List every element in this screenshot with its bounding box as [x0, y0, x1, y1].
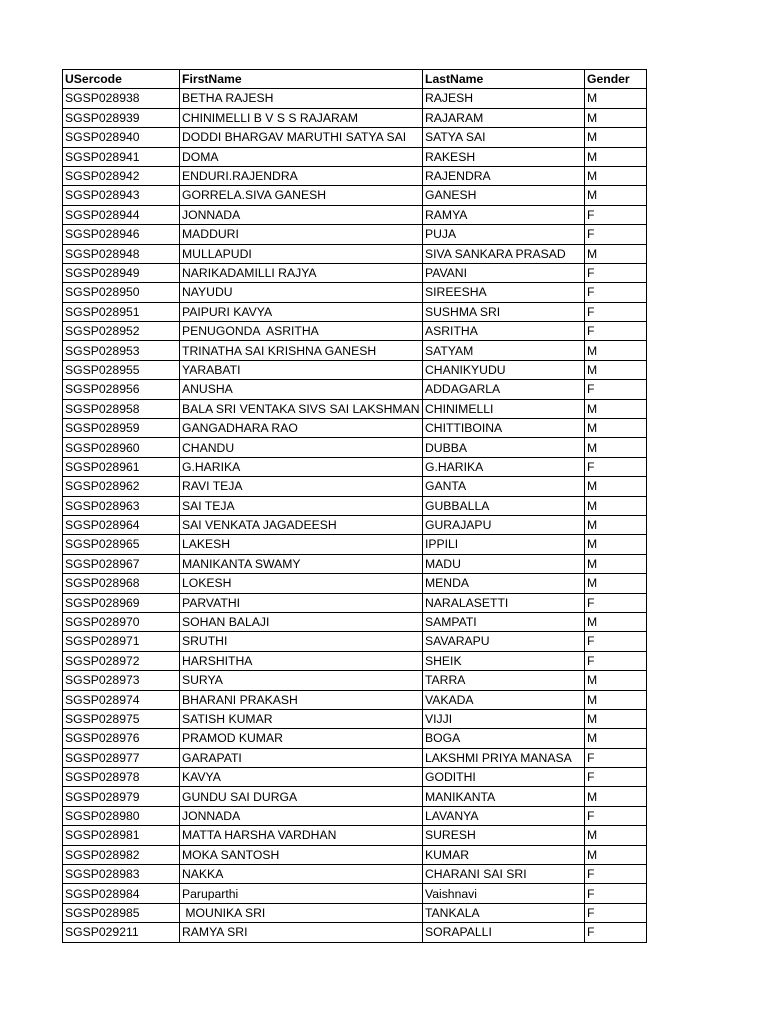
cell-usercode: SGSP028970: [63, 612, 180, 631]
cell-usercode: SGSP028977: [63, 748, 180, 767]
table-row: [63, 380, 647, 399]
cell-firstname: G.HARIKA: [180, 457, 423, 476]
cell-gender: M: [585, 787, 647, 806]
cell-lastname: NARALASETTI: [423, 593, 585, 612]
cell-gender: M: [585, 612, 647, 631]
cell-gender: F: [585, 225, 647, 244]
cell-usercode: SGSP028979: [63, 787, 180, 806]
cell-usercode: SGSP028981: [63, 826, 180, 845]
cell-lastname: SHEIK: [423, 651, 585, 670]
table-row: [63, 845, 647, 864]
table-row: [63, 729, 647, 748]
cell-usercode: SGSP028971: [63, 632, 180, 651]
cell-firstname: SAI VENKATA JAGADEESH: [180, 515, 423, 534]
cell-usercode: SGSP028974: [63, 690, 180, 709]
cell-lastname: GUBBALLA: [423, 496, 585, 515]
cell-firstname: MANIKANTA SWAMY: [180, 554, 423, 573]
cell-firstname: Paruparthi: [180, 884, 423, 903]
cell-usercode: SGSP028976: [63, 729, 180, 748]
header-gender: Gender: [585, 70, 647, 89]
cell-lastname: SATYAM: [423, 341, 585, 360]
cell-firstname: PENUGONDA ASRITHA: [180, 322, 423, 341]
cell-usercode: SGSP028968: [63, 574, 180, 593]
cell-gender: M: [585, 108, 647, 127]
cell-lastname: LAKSHMI PRIYA MANASA: [423, 748, 585, 767]
cell-lastname: MADU: [423, 554, 585, 573]
cell-gender: M: [585, 244, 647, 263]
cell-gender: M: [585, 554, 647, 573]
cell-gender: M: [585, 128, 647, 147]
cell-firstname: BALA SRI VENTAKA SIVS SAI LAKSHMAN: [180, 399, 423, 418]
cell-firstname: RAVI TEJA: [180, 477, 423, 496]
cell-usercode: SGSP028943: [63, 186, 180, 205]
cell-lastname: RAJARAM: [423, 108, 585, 127]
cell-lastname: SUSHMA SRI: [423, 302, 585, 321]
cell-gender: F: [585, 380, 647, 399]
table-row: [63, 128, 647, 147]
cell-gender: F: [585, 263, 647, 282]
cell-usercode: SGSP028973: [63, 671, 180, 690]
table-row: [63, 302, 647, 321]
header-firstname: FirstName: [180, 70, 423, 89]
cell-gender: M: [585, 186, 647, 205]
table-row: [63, 322, 647, 341]
cell-usercode: SGSP028946: [63, 225, 180, 244]
table-row: [63, 574, 647, 593]
cell-firstname: DODDI BHARGAV MARUTHI SATYA SAI: [180, 128, 423, 147]
cell-firstname: ANUSHA: [180, 380, 423, 399]
cell-lastname: ADDAGARLA: [423, 380, 585, 399]
header-usercode: USercode: [63, 70, 180, 89]
cell-gender: M: [585, 341, 647, 360]
cell-firstname: MOUNIKA SRI: [180, 903, 423, 922]
table-row: [63, 419, 647, 438]
table-header: [63, 70, 647, 89]
cell-usercode: SGSP028959: [63, 419, 180, 438]
table-row: [63, 89, 647, 108]
cell-firstname: RAMYA SRI: [180, 923, 423, 942]
table-row: [63, 147, 647, 166]
cell-gender: M: [585, 89, 647, 108]
cell-lastname: SIREESHA: [423, 283, 585, 302]
cell-lastname: BOGA: [423, 729, 585, 748]
cell-usercode: SGSP028978: [63, 768, 180, 787]
cell-firstname: SATISH KUMAR: [180, 709, 423, 728]
cell-firstname: GANGADHARA RAO: [180, 419, 423, 438]
cell-usercode: SGSP028972: [63, 651, 180, 670]
cell-lastname: SURESH: [423, 826, 585, 845]
cell-gender: M: [585, 166, 647, 185]
cell-lastname: MENDA: [423, 574, 585, 593]
cell-gender: M: [585, 535, 647, 554]
cell-gender: M: [585, 574, 647, 593]
cell-firstname: CHINIMELLI B V S S RAJARAM: [180, 108, 423, 127]
cell-gender: F: [585, 322, 647, 341]
cell-gender: F: [585, 302, 647, 321]
cell-firstname: MATTA HARSHA VARDHAN: [180, 826, 423, 845]
table-row: [63, 806, 647, 825]
cell-usercode: SGSP028942: [63, 166, 180, 185]
cell-gender: F: [585, 806, 647, 825]
table-row: [63, 748, 647, 767]
cell-lastname: DUBBA: [423, 438, 585, 457]
cell-lastname: GANTA: [423, 477, 585, 496]
table-row: [63, 244, 647, 263]
cell-firstname: SRUTHI: [180, 632, 423, 651]
cell-firstname: KAVYA: [180, 768, 423, 787]
cell-lastname: SORAPALLI: [423, 923, 585, 942]
cell-usercode: SGSP028944: [63, 205, 180, 224]
cell-usercode: SGSP028967: [63, 554, 180, 573]
table-row: [63, 903, 647, 922]
cell-firstname: DOMA: [180, 147, 423, 166]
cell-firstname: SURYA: [180, 671, 423, 690]
cell-firstname: NAKKA: [180, 865, 423, 884]
table-row: [63, 515, 647, 534]
cell-usercode: SGSP028983: [63, 865, 180, 884]
cell-usercode: SGSP028985: [63, 903, 180, 922]
cell-lastname: IPPILI: [423, 535, 585, 554]
table-row: [63, 768, 647, 787]
cell-lastname: TARRA: [423, 671, 585, 690]
cell-lastname: GURAJAPU: [423, 515, 585, 534]
cell-lastname: SAMPATI: [423, 612, 585, 631]
cell-firstname: GARAPATI: [180, 748, 423, 767]
table-row: [63, 709, 647, 728]
table-row: [63, 612, 647, 631]
cell-lastname: CHINIMELLI: [423, 399, 585, 418]
table-row: [63, 205, 647, 224]
cell-firstname: CHANDU: [180, 438, 423, 457]
cell-firstname: GUNDU SAI DURGA: [180, 787, 423, 806]
cell-gender: F: [585, 457, 647, 476]
cell-firstname: SAI TEJA: [180, 496, 423, 515]
cell-usercode: SGSP028980: [63, 806, 180, 825]
table-row: [63, 263, 647, 282]
cell-usercode: SGSP028984: [63, 884, 180, 903]
cell-gender: F: [585, 768, 647, 787]
cell-firstname: NARIKADAMILLI RAJYA: [180, 263, 423, 282]
cell-gender: M: [585, 419, 647, 438]
cell-firstname: LAKESH: [180, 535, 423, 554]
cell-gender: M: [585, 438, 647, 457]
table-row: [63, 360, 647, 379]
cell-lastname: MANIKANTA: [423, 787, 585, 806]
cell-firstname: BETHA RAJESH: [180, 89, 423, 108]
cell-lastname: CHITTIBOINA: [423, 419, 585, 438]
cell-gender: M: [585, 729, 647, 748]
cell-usercode: SGSP028962: [63, 477, 180, 496]
cell-gender: F: [585, 884, 647, 903]
cell-lastname: PUJA: [423, 225, 585, 244]
cell-firstname: BHARANI PRAKASH: [180, 690, 423, 709]
cell-lastname: GANESH: [423, 186, 585, 205]
cell-usercode: SGSP028961: [63, 457, 180, 476]
cell-usercode: SGSP028950: [63, 283, 180, 302]
cell-usercode: SGSP028969: [63, 593, 180, 612]
table-row: [63, 535, 647, 554]
cell-firstname: JONNADA: [180, 205, 423, 224]
cell-usercode: SGSP028982: [63, 845, 180, 864]
cell-firstname: ENDURI.RAJENDRA: [180, 166, 423, 185]
cell-gender: F: [585, 283, 647, 302]
cell-firstname: MOKA SANTOSH: [180, 845, 423, 864]
cell-lastname: SAVARAPU: [423, 632, 585, 651]
cell-lastname: RAKESH: [423, 147, 585, 166]
cell-usercode: SGSP028949: [63, 263, 180, 282]
cell-gender: F: [585, 632, 647, 651]
table-row: [63, 865, 647, 884]
cell-lastname: G.HARIKA: [423, 457, 585, 476]
cell-gender: M: [585, 360, 647, 379]
cell-gender: F: [585, 923, 647, 942]
table-row: [63, 186, 647, 205]
cell-usercode: SGSP028939: [63, 108, 180, 127]
cell-gender: M: [585, 477, 647, 496]
table-row: [63, 884, 647, 903]
table-row: [63, 438, 647, 457]
table-body: [63, 89, 647, 942]
table-row: [63, 826, 647, 845]
cell-usercode: SGSP028963: [63, 496, 180, 515]
table-row: [63, 108, 647, 127]
cell-lastname: KUMAR: [423, 845, 585, 864]
cell-lastname: SATYA SAI: [423, 128, 585, 147]
cell-lastname: RAJENDRA: [423, 166, 585, 185]
table-row: [63, 477, 647, 496]
table-row: [63, 554, 647, 573]
cell-gender: M: [585, 709, 647, 728]
table-row: [63, 671, 647, 690]
cell-usercode: SGSP028975: [63, 709, 180, 728]
cell-usercode: SGSP028965: [63, 535, 180, 554]
table-row: [63, 166, 647, 185]
cell-usercode: SGSP029211: [63, 923, 180, 942]
cell-firstname: YARABATI: [180, 360, 423, 379]
cell-usercode: SGSP028956: [63, 380, 180, 399]
cell-lastname: CHANIKYUDU: [423, 360, 585, 379]
table-row: [63, 283, 647, 302]
cell-lastname: ASRITHA: [423, 322, 585, 341]
cell-usercode: SGSP028941: [63, 147, 180, 166]
cell-usercode: SGSP028940: [63, 128, 180, 147]
table-row: [63, 399, 647, 418]
cell-firstname: PARVATHI: [180, 593, 423, 612]
cell-firstname: SOHAN BALAJI: [180, 612, 423, 631]
cell-gender: M: [585, 515, 647, 534]
cell-gender: F: [585, 865, 647, 884]
cell-usercode: SGSP028952: [63, 322, 180, 341]
cell-usercode: SGSP028938: [63, 89, 180, 108]
cell-usercode: SGSP028958: [63, 399, 180, 418]
cell-gender: F: [585, 651, 647, 670]
cell-gender: M: [585, 845, 647, 864]
cell-firstname: PRAMOD KUMAR: [180, 729, 423, 748]
table-row: [63, 690, 647, 709]
cell-usercode: SGSP028948: [63, 244, 180, 263]
table-row: [63, 593, 647, 612]
cell-gender: F: [585, 205, 647, 224]
cell-gender: M: [585, 147, 647, 166]
cell-gender: M: [585, 496, 647, 515]
user-table: [62, 69, 647, 943]
cell-usercode: SGSP028951: [63, 302, 180, 321]
cell-gender: F: [585, 593, 647, 612]
cell-gender: M: [585, 826, 647, 845]
cell-firstname: MULLAPUDI: [180, 244, 423, 263]
cell-firstname: GORRELA.SIVA GANESH: [180, 186, 423, 205]
cell-lastname: LAVANYA: [423, 806, 585, 825]
table-row: [63, 457, 647, 476]
header-lastname: LastName: [423, 70, 585, 89]
cell-lastname: RAMYA: [423, 205, 585, 224]
cell-lastname: RAJESH: [423, 89, 585, 108]
cell-gender: F: [585, 903, 647, 922]
cell-usercode: SGSP028953: [63, 341, 180, 360]
cell-lastname: VIJJI: [423, 709, 585, 728]
table-row: [63, 225, 647, 244]
cell-firstname: JONNADA: [180, 806, 423, 825]
cell-lastname: TANKALA: [423, 903, 585, 922]
table-row: [63, 341, 647, 360]
cell-lastname: GODITHI: [423, 768, 585, 787]
cell-lastname: PAVANI: [423, 263, 585, 282]
cell-usercode: SGSP028955: [63, 360, 180, 379]
cell-firstname: LOKESH: [180, 574, 423, 593]
cell-firstname: NAYUDU: [180, 283, 423, 302]
cell-lastname: SIVA SANKARA PRASAD: [423, 244, 585, 263]
cell-gender: M: [585, 399, 647, 418]
cell-firstname: PAIPURI KAVYA: [180, 302, 423, 321]
cell-gender: M: [585, 690, 647, 709]
cell-lastname: CHARANI SAI SRI: [423, 865, 585, 884]
cell-usercode: SGSP028960: [63, 438, 180, 457]
header-row: [63, 70, 647, 89]
cell-lastname: VAKADA: [423, 690, 585, 709]
cell-usercode: SGSP028964: [63, 515, 180, 534]
cell-firstname: MADDURI: [180, 225, 423, 244]
cell-firstname: TRINATHA SAI KRISHNA GANESH: [180, 341, 423, 360]
cell-lastname: Vaishnavi: [423, 884, 585, 903]
table-row: [63, 496, 647, 515]
cell-gender: M: [585, 671, 647, 690]
table-row: [63, 632, 647, 651]
table-row: [63, 651, 647, 670]
table-row: [63, 923, 647, 942]
cell-firstname: HARSHITHA: [180, 651, 423, 670]
table-row: [63, 787, 647, 806]
cell-gender: F: [585, 748, 647, 767]
